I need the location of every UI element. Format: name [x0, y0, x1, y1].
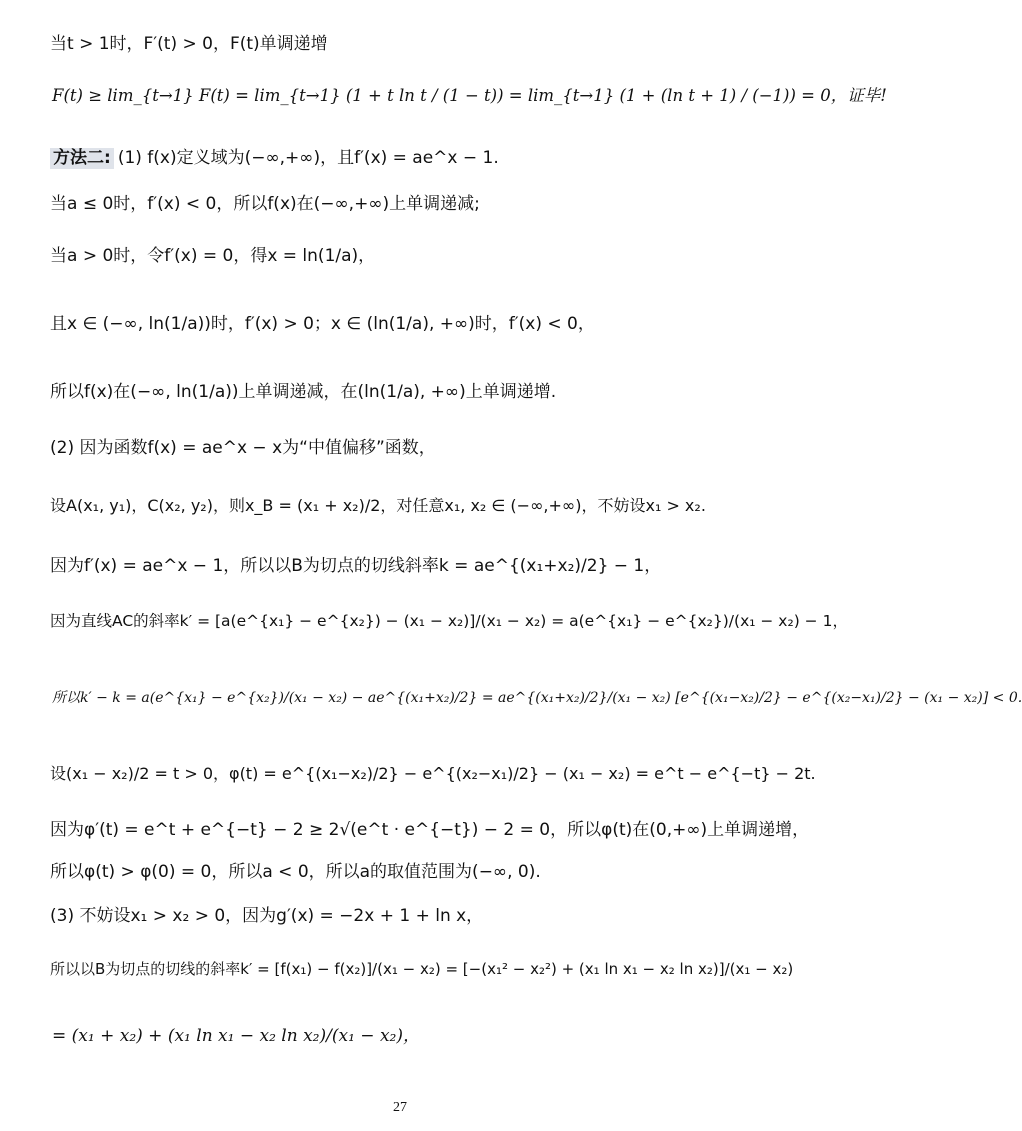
line-text: 当t > 1时，F′(t) > 0，F(t)单调递增 — [50, 34, 328, 54]
line-text: 所以f(x)在(−∞, ln(1/a))上单调递减，在(ln(1/a), +∞)上单调递增. — [50, 382, 557, 402]
text-line — [50, 960, 794, 979]
formula-line — [50, 86, 887, 107]
text-line — [50, 438, 770, 459]
text-line — [50, 194, 770, 215]
line-text: 设A(x₁, y₁)，C(x₂, y₂)，则x_B = (x₁ + x₂)/2，对任意x₁, x₂ ∈ (−∞,+∞)，不妨设x₁ > x₂. — [50, 496, 706, 515]
formula-text: 所以k′ − k = a(e^{x₁} − e^{x₂})/(x₁ − x₂) − ae^{(x₁+x₂)/2} = ae^{(x₁+x₂)/2}/(x₁ − x₂) [e^{(x₁−x₂)/2} − e^{(x₂−x₁)/2} − (x₁ − x₂)] < 0. — [52, 690, 1022, 706]
formula-text: F(t) ≥ lim_{t→1} F(t) = lim_{t→1} (1 + t ln t / (1 − t)) = lim_{t→1} (1 + (ln t + 1) / (−1)) = 0，证毕! — [52, 86, 887, 105]
line-text: 所以以B为切点的切线的斜率k′ = [f(x₁) − f(x₂)]/(x₁ − x₂) = [−(x₁² − x₂²) + (x₁ ln x₁ − x₂ ln x₂)]/(x₁ − x₂) — [50, 960, 794, 978]
text-line — [50, 556, 770, 577]
text-line — [50, 314, 770, 335]
line-text: (1) f(x)定义域为(−∞,+∞)，且f′(x) = ae^x − 1. — [117, 148, 499, 168]
text-line — [50, 906, 770, 927]
text-line — [50, 246, 770, 267]
formula-line — [50, 690, 1022, 708]
method-label: 方法二: — [50, 148, 114, 169]
text-line — [50, 496, 770, 516]
text-line — [50, 862, 770, 883]
line-text: (2) 因为函数f(x) = ae^x − x为“中值偏移”函数， — [50, 438, 436, 458]
text-line — [50, 382, 770, 403]
line-text: 设(x₁ − x₂)/2 = t > 0，φ(t) = e^{(x₁−x₂)/2} − e^{(x₂−x₁)/2} − (x₁ − x₂) = e^t − e^{−t} − 2t. — [50, 764, 816, 783]
line-text: 且x ∈ (−∞, ln(1/a))时，f′(x) > 0；x ∈ (ln(1/a), +∞)时，f′(x) < 0， — [50, 314, 595, 334]
line-text: 因为直线AC的斜率k′ = [a(e^{x₁} − e^{x₂}) − (x₁ − x₂)]/(x₁ − x₂) = a(e^{x₁} − e^{x₂})/(x₁ − x₂) − 1， — [50, 612, 848, 630]
line-text: 当a ≤ 0时，f′(x) < 0，所以f(x)在(−∞,+∞)上单调递减; — [50, 194, 480, 214]
formula-text: = (x₁ + x₂) + (x₁ ln x₁ − x₂ ln x₂)/(x₁ − x₂)， — [52, 1026, 420, 1046]
text-line — [50, 820, 810, 841]
page-number: 27 — [393, 1100, 407, 1115]
line-text: 因为f′(x) = ae^x − 1，所以以B为切点的切线斜率k = ae^{(x₁+x₂)/2} − 1， — [50, 556, 662, 576]
text-line — [50, 612, 848, 631]
text-line — [50, 764, 816, 784]
line-text: 所以φ(t) > φ(0) = 0，所以a < 0，所以a的取值范围为(−∞, 0). — [50, 862, 541, 882]
line-text: 因为φ′(t) = e^t + e^{−t} − 2 ≥ 2√(e^t · e^{−t}) − 2 = 0，所以φ(t)在(0,+∞)上单调递增， — [50, 820, 810, 840]
text-line — [50, 148, 770, 169]
text-line — [50, 34, 770, 55]
line-text: (3) 不妨设x₁ > x₂ > 0，因为g′(x) = −2x + 1 + ln x， — [50, 906, 484, 926]
formula-line — [50, 1026, 770, 1047]
line-text: 当a > 0时，令f′(x) = 0，得x = ln(1/a)， — [50, 246, 376, 266]
